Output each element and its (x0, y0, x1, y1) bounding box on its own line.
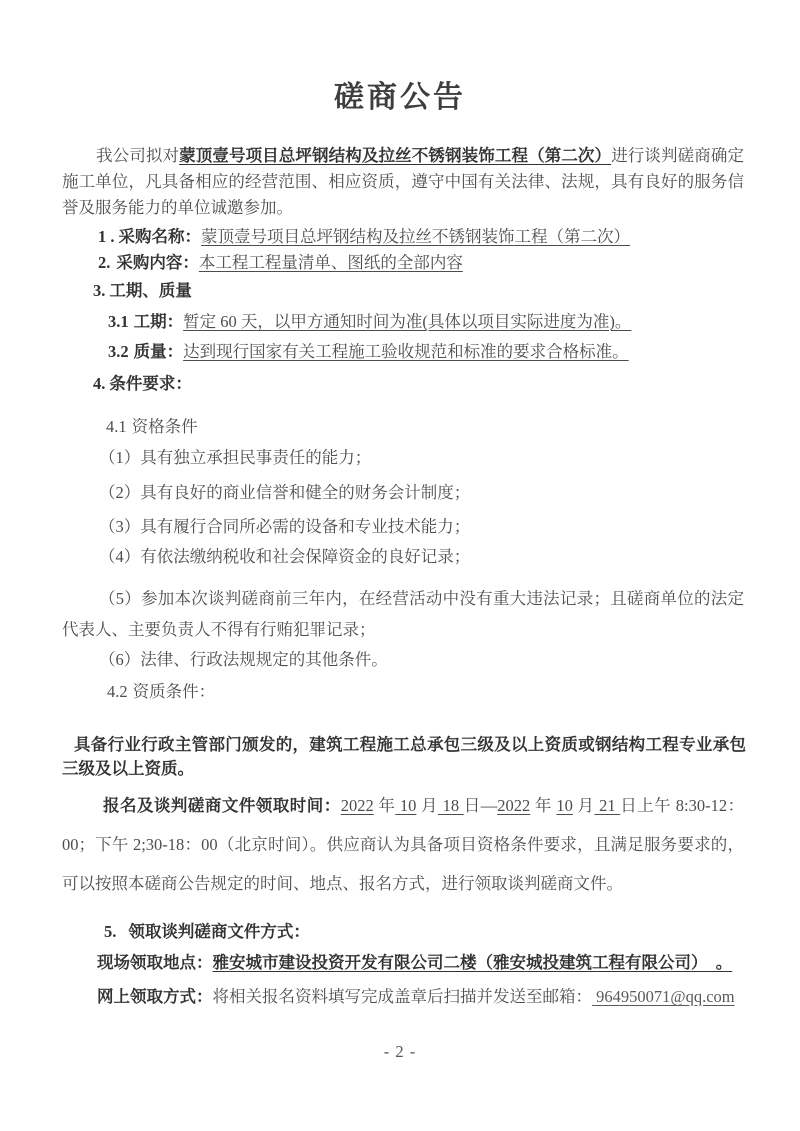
qualification-number: 4.1 (106, 417, 127, 436)
registration-text: 年 (373, 796, 396, 815)
condition-item: （6）法律、行政法规规定的其他条件。 (99, 650, 388, 669)
pickup-heading-number: 5. (104, 922, 117, 941)
procurement-name-label: 采购名称： (118, 227, 201, 246)
quality-label: 质量： (133, 342, 184, 361)
registration-paragraph (62, 786, 744, 903)
duration-label: 工期： (133, 312, 184, 331)
duration-number: 3.1 (108, 312, 129, 331)
condition-item: （4）有依法缴纳税收和社会保障资金的良好记录； (99, 547, 471, 566)
credential-subheading (107, 679, 215, 705)
registration-date-day2: 21 (594, 796, 621, 815)
registration-date-month2: 10 (556, 796, 573, 815)
quality-row (108, 339, 629, 365)
procurement-name-value: 蒙顶壹号项目总坪钢结构及拉丝不锈钢装饰工程（第二次） (201, 227, 630, 246)
schedule-heading (93, 278, 192, 304)
online-pickup-label: 网上领取方式： (97, 987, 213, 1006)
procurement-content-row (98, 250, 463, 276)
registration-text: 日上午 8:30-12：00；下午 2;30-18：00（北京时间）。供应商认为具备项目资格条件要求，且满足服务要求的，可以按照本磋商公告规定的时间、地点、报名方式，进行领取谈判磋商文件。 (62, 796, 745, 893)
procurement-name-row (98, 224, 630, 250)
quality-number: 3.2 (108, 342, 129, 361)
requirements-heading-label: 条件要求： (109, 374, 192, 393)
onsite-pickup-row (97, 950, 732, 976)
online-pickup-text: 将相关报名资料填写完成盖章后扫描并发送至邮箱： (212, 987, 592, 1006)
credential-label: 资质条件： (132, 682, 216, 701)
duration-value: 暂定 60 天，以甲方通知时间为准(具体以项目实际进度为准)。 (183, 312, 632, 331)
onsite-pickup-label: 现场领取地点： (97, 953, 213, 972)
intro-lead: 我公司拟对 (96, 146, 180, 165)
registration-date-month1: 10 (395, 796, 417, 815)
duration-row (108, 309, 631, 335)
page-title: 磋商公告 (334, 81, 466, 114)
qualification-subheading (106, 414, 198, 440)
pickup-heading (104, 919, 310, 945)
procurement-content-label: 采购内容： (116, 253, 199, 272)
registration-date-day1: 18 (438, 796, 464, 815)
registration-date-year2: 2022 (497, 796, 531, 815)
schedule-heading-number: 3. (93, 281, 106, 300)
registration-text: 月 (416, 796, 439, 815)
quality-value: 达到现行国家有关工程施工验收规范和标准的要求合格标准。 (183, 342, 629, 361)
online-pickup-row (97, 984, 735, 1010)
condition-item: （1）具有独立承担民事责任的能力； (99, 448, 372, 467)
requirements-heading (93, 371, 192, 397)
intro-project-name: 蒙顶壹号项目总坪钢结构及拉丝不锈钢装饰工程（第二次） (179, 146, 612, 165)
credential-paragraph: 具备行业行政主管部门颁发的，建筑工程施工总承包三级及以上资质或钢结构工程专业承包三级及以上资质。 (62, 735, 746, 778)
registration-text: 月 (572, 796, 595, 815)
schedule-heading-label: 工期、质量 (109, 281, 192, 300)
registration-text: 年 (530, 796, 557, 815)
intro-paragraph (62, 143, 744, 221)
page-number: - 2 - (383, 1042, 417, 1061)
registration-date-year1: 2022 (340, 796, 374, 815)
pickup-heading-label: 领取谈判磋商文件方式： (128, 922, 310, 941)
intro-rest: 进行谈判磋商确定施工单位，凡具备相应的经营范围、相应资质，遵守中国有关法律、法规，具有良好的服务信誉及服务能力的单位诚邀参加。 (62, 146, 745, 217)
condition-item: （2）具有良好的商业信誉和健全的财务会计制度； (99, 483, 471, 502)
registration-label: 报名及谈判磋商文件领取时间： (103, 796, 341, 815)
online-pickup-email: 964950071@qq.com (592, 987, 735, 1006)
condition-item: （5）参加本次谈判磋商前三年内，在经营活动中没有重大违法记录；且磋商单位的法定代表人、主要负责人不得有行贿犯罪记录； (62, 589, 744, 639)
requirements-heading-number: 4. (93, 374, 106, 393)
procurement-content-value: 本工程工程量清单、图纸的全部内容 (198, 253, 463, 272)
procurement-content-number: 2. (98, 253, 111, 272)
onsite-pickup-value: 雅安城市建设投资开发有限公司二楼（雅安城投建筑工程有限公司） 。 (212, 953, 733, 972)
procurement-name-number: 1 . (98, 227, 115, 246)
condition-item: （3）具有履行合同所必需的设备和专业技术能力； (99, 517, 471, 536)
qualification-label: 资格条件 (131, 417, 198, 436)
credential-number: 4.2 (107, 682, 128, 701)
registration-text: 日— (463, 796, 498, 815)
